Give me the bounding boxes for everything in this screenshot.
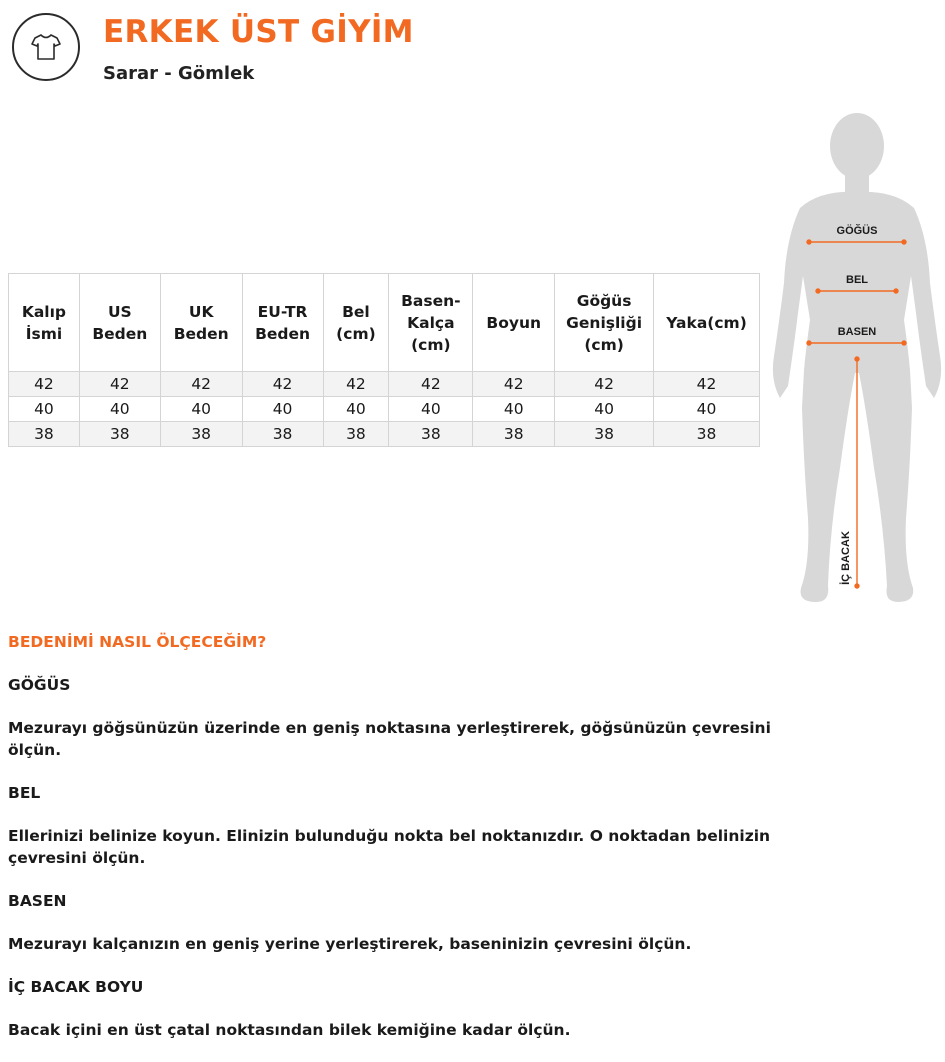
column-header: EU-TR Beden [242,274,323,372]
section-text: Ellerinizi belinize koyun. Elinizin bulunduğu nokta bel noktanızdır. O noktadan belinizin çevresini ölçün. [8,827,771,867]
table-cell: 40 [654,397,760,422]
section-heading: GÖĞÜS [8,676,71,694]
table-cell: 42 [654,372,760,397]
column-header: Yaka(cm) [654,274,760,372]
measurement-guide [8,631,808,1062]
waist-label: BEL [846,274,868,286]
guide-title: BEDENİMİ NASIL ÖLÇECEĞİM? [8,633,267,651]
table-cell: 38 [79,422,160,447]
table-header-row [9,274,760,372]
table-cell: 40 [242,397,323,422]
tshirt-icon [12,13,80,81]
column-header: Kalıp İsmi [9,274,80,372]
column-header: Bel (cm) [323,274,389,372]
table-cell: 38 [555,422,654,447]
table-cell: 42 [473,372,555,397]
chest-label: GÖĞÜS [836,225,878,237]
table-cell: 38 [654,422,760,447]
table-cell: 42 [160,372,242,397]
table-cell: 42 [79,372,160,397]
table-cell: 42 [9,372,80,397]
table-cell: 42 [555,372,654,397]
table-cell: 42 [323,372,389,397]
product-subtitle: Sarar - Gömlek [103,63,255,84]
section-text: Mezurayı kalçanızın en geniş yerine yerleştirerek, baseninizin çevresini ölçün. [8,935,692,953]
section-text: Bacak içini en üst çatal noktasından bilek kemiğine kadar ölçün. [8,1021,571,1039]
table-cell: 40 [160,397,242,422]
column-header: Basen-Kalça (cm) [389,274,473,372]
table-cell: 40 [473,397,555,422]
section-heading: BEL [8,784,41,802]
table-row [9,397,760,422]
hip-label: BASEN [837,326,877,338]
body-measurement-figure [770,108,945,608]
table-cell: 40 [79,397,160,422]
table-row [9,372,760,397]
page-title: ERKEK ÜST GİYİM [103,14,414,50]
table-cell: 40 [323,397,389,422]
column-header: Göğüs Genişliği (cm) [555,274,654,372]
column-header: US Beden [79,274,160,372]
table-cell: 38 [389,422,473,447]
inseam-label: İÇ BACAK [840,531,852,585]
table-cell: 42 [389,372,473,397]
section-text: Mezurayı göğsünüzün üzerinde en geniş noktasına yerleştirerek, göğsünüzün çevresini ölçün. [8,719,771,759]
section-heading: İÇ BACAK BOYU [8,978,144,996]
column-header: UK Beden [160,274,242,372]
table-cell: 40 [389,397,473,422]
table-cell: 38 [160,422,242,447]
table-cell: 38 [242,422,323,447]
table-cell: 38 [473,422,555,447]
table-cell: 42 [242,372,323,397]
table-cell: 38 [9,422,80,447]
table-cell: 40 [555,397,654,422]
table-cell: 40 [9,397,80,422]
table-cell: 38 [323,422,389,447]
size-table [8,273,760,447]
column-header: Boyun [473,274,555,372]
body-silhouette [770,108,945,608]
table-row [9,422,760,447]
section-heading: BASEN [8,892,67,910]
